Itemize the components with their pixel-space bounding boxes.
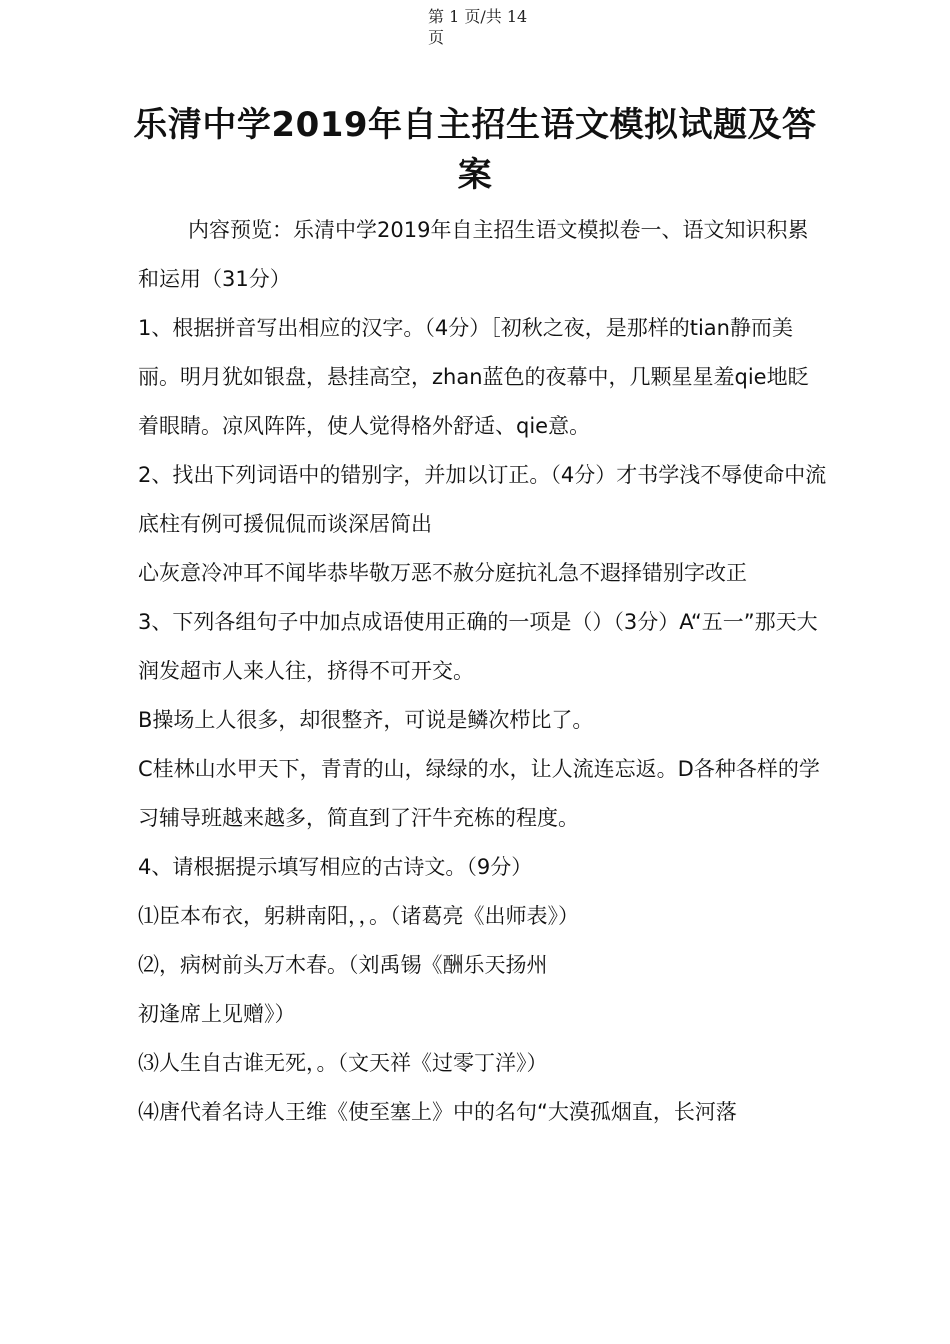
- preview-paragraph: 内容预览：乐清中学2019年自主招生语文模拟卷一、语文知识积累和运用（31分）: [138, 218, 809, 291]
- page-number-header: 第 1 页/共 14 页: [428, 7, 528, 47]
- document-body: [138, 206, 828, 1137]
- question-4-item-1: ⑴臣本布衣，躬耕南阳，，。（诸葛亮《出师表》）: [138, 904, 579, 928]
- question-2-paragraph: 2、找出下列词语中的错别字，并加以订正。（4分）才书学浅不辱使命中流底柱有例可援侃侃而谈深居简出: [138, 463, 827, 536]
- question-4-item-3: ⑶人生自古谁无死，。（文天祥《过零丁洋》）: [138, 1051, 548, 1075]
- question-4-paragraph: 4、请根据提示填写相应的古诗文。（9分）: [138, 855, 533, 879]
- question-3-option-b: B操场上人很多，却很整齐，可说是鳞次栉比了。: [138, 708, 594, 732]
- document-title: 乐清中学2019年自主招生语文模拟试题及答案: [133, 105, 817, 195]
- question-3-paragraph: 3、下列各组句子中加点成语使用正确的一项是（）（3分）A“五一”那天大润发超市人来人往，挤得不可开交。: [138, 610, 818, 683]
- question-4-item-2: ⑵，病树前头万木春。（刘禹锡《酬乐天扬州: [138, 953, 548, 977]
- question-2-words-paragraph: 心灰意冷冲耳不闻毕恭毕敬万恶不赦分庭抗礼急不遐择错别字改正: [138, 561, 747, 585]
- question-3-option-c-d: C桂林山水甲天下，青青的山，绿绿的水，让人流连忘返。D各种各样的学习辅导班越来越多，简直到了汗牛充栋的程度。: [138, 757, 820, 830]
- question-4-item-2-continued: 初逢席上见赠》）: [138, 1002, 296, 1026]
- question-1-paragraph: 1、根据拼音写出相应的汉字。（4分）［初秋之夜，是那样的tian静而美丽。明月犹如银盘，悬挂高空，zhan蓝色的夜幕中，几颗星星羞qie地眨着眼睛。凉风阵阵，使人觉得格外舒适、qie意。: [138, 316, 809, 438]
- question-4-item-4: ⑷唐代着名诗人王维《使至塞上》中的名句“大漠孤烟直，长河落: [138, 1100, 737, 1124]
